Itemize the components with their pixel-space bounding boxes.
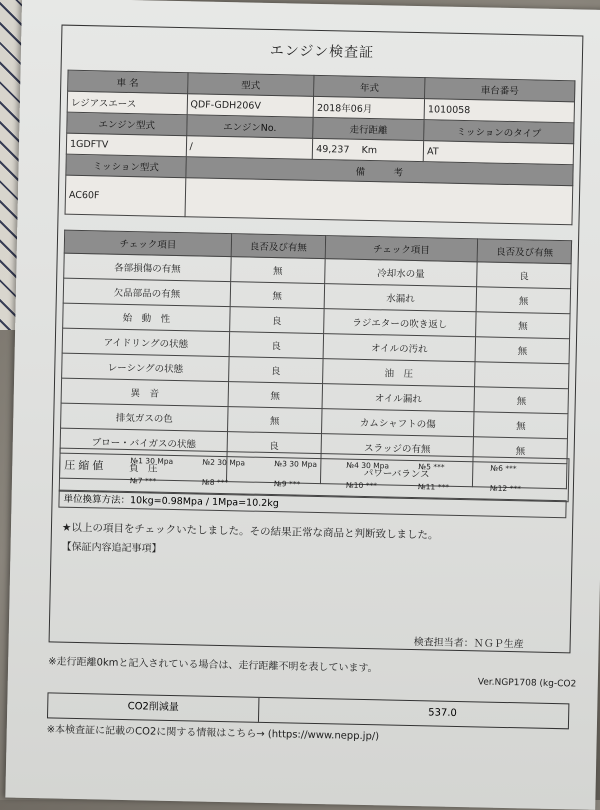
co2-value: 537.0 bbox=[428, 707, 457, 719]
compression-cell: №6 *** bbox=[490, 463, 517, 474]
check-result-right: 無 bbox=[477, 287, 571, 314]
inspector-name: 検査担当者：ＮＧＰ生産 bbox=[413, 637, 524, 651]
mission-model-value: AC60F bbox=[65, 175, 185, 216]
check-result-right: 無 bbox=[474, 412, 568, 439]
check-result-left: 無 bbox=[228, 407, 322, 434]
check-item-right: スラッジの有無 bbox=[321, 434, 474, 462]
remarks-header: 備 考 bbox=[185, 157, 573, 186]
car-name-value: レジアスエース bbox=[67, 91, 187, 114]
check-result-right: 無 bbox=[473, 437, 567, 464]
mileage-number: 49,237 bbox=[316, 143, 350, 156]
co2-note: ※本検査証に記載のCO2に関する情報はこちら→ (https://www.nepp.jp/) bbox=[46, 724, 380, 743]
inspection-remark: ★以上の項目をチェックいたしました。その結果正常な商品と判断致しました。 bbox=[61, 521, 439, 542]
compression-label: 圧縮値 bbox=[64, 458, 107, 473]
year-header: 年式 bbox=[314, 75, 425, 98]
compression-cell: №12 *** bbox=[489, 483, 521, 494]
mileage-header: 走行距離 bbox=[313, 117, 424, 140]
check-result-header: 良否及び有無 bbox=[478, 239, 572, 264]
check-item-right: オイル漏れ bbox=[322, 384, 475, 412]
check-item-left: アイドリングの状態 bbox=[62, 328, 230, 356]
compression-cell: №3 30 Mpa bbox=[274, 459, 318, 469]
model-value: QDF-GDH206V bbox=[187, 94, 314, 118]
check-item-header: チェック項目 bbox=[325, 236, 478, 262]
check-result-right: 無 bbox=[475, 337, 569, 364]
check-result-left: 良 bbox=[230, 307, 324, 334]
check-result-header: 良否及び有無 bbox=[231, 234, 325, 259]
compression-cell: №4 30 Mpa bbox=[346, 460, 390, 471]
mileage-unit: Km bbox=[361, 144, 378, 156]
mileage-value bbox=[312, 138, 423, 161]
engine-no-value: / bbox=[186, 136, 313, 160]
check-result-right bbox=[475, 362, 569, 389]
check-item-right: カムシャフトの傷 bbox=[321, 409, 474, 437]
compression-cell: №7 *** bbox=[129, 476, 157, 486]
check-result-left: 無 bbox=[230, 282, 324, 309]
compression-cell: №1 30 Mpa bbox=[130, 456, 174, 466]
check-result-right: 良 bbox=[477, 262, 571, 289]
co2-label: CO2削減量 bbox=[48, 693, 259, 721]
chassis-value: 1010058 bbox=[424, 99, 574, 123]
check-item-left: 始 動 性 bbox=[63, 303, 231, 331]
compression-cell: №11 *** bbox=[417, 482, 449, 492]
year-value: 2018年06月 bbox=[313, 96, 424, 119]
compression-cell: №9 *** bbox=[273, 479, 301, 489]
chassis-header: 車台番号 bbox=[425, 78, 575, 102]
check-result-left: 良 bbox=[229, 357, 323, 384]
version-label: Ver.NGP1708 (kg-CO2 bbox=[477, 677, 577, 690]
mission-type-header: ミッションのタイプ bbox=[424, 120, 574, 144]
car-name-header: 車 名 bbox=[68, 70, 188, 93]
check-item-right: 油 圧 bbox=[322, 359, 475, 387]
model-header: 型式 bbox=[187, 73, 314, 97]
check-item-right: 冷却水の量 bbox=[324, 259, 477, 287]
document-title: エンジン検査証 bbox=[269, 42, 375, 62]
check-item-left: 排気ガスの色 bbox=[61, 403, 229, 431]
engine-no-header: エンジンNo. bbox=[186, 115, 313, 139]
mission-model-header: ミッション型式 bbox=[66, 154, 186, 177]
check-item-right: パワーバランス bbox=[320, 459, 473, 487]
compression-cell: №10 *** bbox=[345, 480, 378, 491]
check-result-left: 良 bbox=[227, 432, 321, 459]
check-result-right: 無 bbox=[476, 312, 570, 339]
check-item-left: 各部損傷の有無 bbox=[64, 253, 232, 281]
compression-cell: №8 *** bbox=[201, 477, 229, 488]
certificate-frame bbox=[49, 25, 584, 654]
check-item-header: チェック項目 bbox=[64, 230, 232, 256]
check-item-left: 欠品部品の有無 bbox=[63, 278, 231, 306]
vehicle-info-table bbox=[65, 70, 576, 226]
compression-cell: №5 *** bbox=[418, 462, 445, 472]
check-item-left: 異 音 bbox=[61, 378, 229, 406]
check-result-left: 無 bbox=[231, 257, 325, 284]
inspection-certificate bbox=[5, 0, 600, 810]
remarks-value bbox=[185, 178, 573, 225]
mileage-note: ※走行距離0kmと記入されている場合は、走行距離不明を表しています。 bbox=[48, 656, 378, 675]
engine-model-value: 1GDFTV bbox=[66, 133, 186, 156]
mission-type-value: AT bbox=[423, 141, 573, 165]
check-item-left: ブロー・バイガスの状態 bbox=[60, 428, 228, 456]
engine-model-header: エンジン型式 bbox=[67, 112, 187, 135]
check-item-right: オイルの汚れ bbox=[323, 334, 476, 362]
check-item-right: ラジエターの吹き返し bbox=[323, 309, 476, 337]
check-item-left: レーシングの状態 bbox=[62, 353, 230, 381]
check-item-right: 水漏れ bbox=[324, 284, 477, 312]
unit-conversion: 単位換算方法：10kg=0.98Mpa / 1Mpa=10.2kg bbox=[58, 490, 566, 519]
check-item-left: 負 圧 bbox=[60, 453, 228, 481]
check-result-right: 無 bbox=[474, 387, 568, 414]
warranty-label: 【保証内容追記事項】 bbox=[61, 541, 162, 555]
compression-cell: №2 30 Mpa bbox=[202, 457, 246, 468]
check-result-left: 良 bbox=[229, 332, 323, 359]
check-result-left: 無 bbox=[228, 382, 322, 409]
